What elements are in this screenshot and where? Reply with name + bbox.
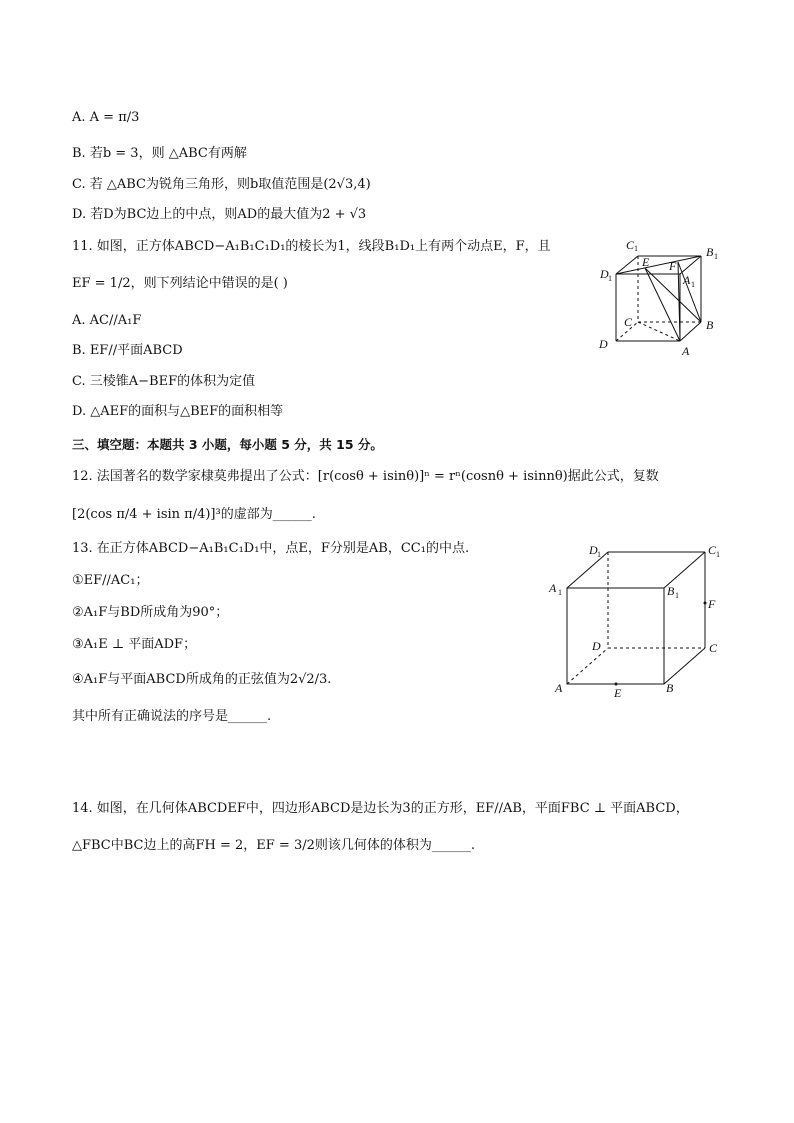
q11-label-a1-sub: 1 bbox=[691, 280, 695, 289]
q14-stem-line1: 14. 如图，在几何体ABCDEF中，四边形ABCD是边长为3的正方形，EF//AB，平面FBC ⊥ 平面ABCD， bbox=[72, 801, 689, 816]
q13-label-d: D bbox=[592, 639, 601, 653]
q13-question: 其中所有正确说法的序号是______. bbox=[72, 709, 272, 724]
q13-label-a1: A bbox=[549, 581, 557, 595]
q13-item-1: ①EF//AC₁； bbox=[72, 573, 149, 588]
q11-label-c: C bbox=[624, 315, 633, 329]
q11-label-a1: A bbox=[683, 273, 691, 287]
q11-stem-line1: 11. 如图，正方体ABCD−A₁B₁C₁D₁的棱长为1，线段B₁D₁上有两个动点E，F，且 bbox=[72, 239, 551, 254]
q10-option-c: C. 若 △ABC为锐角三角形，则b取值范围是(2√3,4) bbox=[72, 177, 371, 192]
q11-label-a: A bbox=[682, 344, 690, 358]
q13-label-b1: B bbox=[667, 584, 675, 598]
q11-label-e: E bbox=[642, 255, 650, 269]
q13-label-f: F bbox=[708, 597, 716, 611]
q10-option-b: B. 若b = 3，则 △ABC有两解 bbox=[72, 146, 247, 161]
q11-label-d: D bbox=[599, 337, 608, 351]
q11-label-b: B bbox=[706, 318, 714, 332]
q13-label-c1: C bbox=[708, 543, 717, 557]
q11-option-c: C. 三棱锥A−BEF的体积为定值 bbox=[72, 374, 256, 389]
q13-item-3: ③A₁E ⊥ 平面ADF； bbox=[72, 637, 197, 652]
q11-label-d1: D bbox=[600, 267, 609, 281]
q11-label-d1-sub: 1 bbox=[608, 274, 612, 283]
q11-label-f: F bbox=[669, 259, 677, 273]
q11-label-c1-sub: 1 bbox=[634, 244, 638, 253]
q13-label-d1-sub: 1 bbox=[597, 550, 601, 559]
q10-option-d: D. 若D为BC边上的中点，则AD的最大值为2 + √3 bbox=[72, 207, 367, 222]
q13-label-c: C bbox=[709, 641, 718, 655]
q13-point-f bbox=[704, 602, 707, 605]
q11-label-b1: B bbox=[706, 245, 714, 259]
q12-stem-line1: 12. 法国著名的数学家棣莫弗提出了公式：[r(cosθ + isinθ)]ⁿ = rⁿ(cosnθ + isinnθ)据此公式，复数 bbox=[72, 469, 659, 484]
q13-label-b1-sub: 1 bbox=[675, 591, 679, 600]
q13-cube-figure bbox=[546, 540, 732, 704]
q11-label-b1-sub: 1 bbox=[714, 252, 718, 261]
q13-item-2: ②A₁F与BD所成角为90°； bbox=[72, 605, 229, 620]
q13-item-4: ④A₁F与平面ABCD所成角的正弦值为2√2/3. bbox=[72, 672, 332, 687]
q11-stem-line2: EF = 1/2，则下列结论中错误的是( ) bbox=[72, 276, 288, 291]
q13-stem: 13. 在正方体ABCD−A₁B₁C₁D₁中，点E，F分别是AB，CC₁的中点. bbox=[72, 541, 470, 556]
section-heading-fill-in: 三、填空题：本题共 3 小题，每小题 5 分，共 15 分。 bbox=[72, 437, 383, 452]
q13-label-a: A bbox=[555, 681, 563, 695]
q11-option-a: A. AC//A₁F bbox=[72, 313, 142, 328]
q13-label-e: E bbox=[614, 686, 622, 700]
q11-option-b: B. EF//平面ABCD bbox=[72, 343, 183, 358]
q13-label-c1-sub: 1 bbox=[716, 550, 720, 559]
q12-stem-line2: [2(cos π/4 + isin π/4)]³的虚部为______. bbox=[72, 507, 316, 522]
q13-label-a1-sub: 1 bbox=[558, 588, 562, 597]
q11-label-c1: C bbox=[626, 238, 635, 252]
q13-label-b: B bbox=[666, 681, 674, 695]
q13-label-d1: D bbox=[589, 543, 598, 557]
q11-option-d: D. △AEF的面积与△BEF的面积相等 bbox=[72, 404, 284, 419]
q10-option-a: A. A = π/3 bbox=[72, 110, 140, 125]
q14-stem-line2: △FBC中BC边上的高FH = 2，EF = 3/2则该几何体的体积为______. bbox=[72, 838, 476, 853]
q11-cube-figure bbox=[596, 236, 722, 358]
